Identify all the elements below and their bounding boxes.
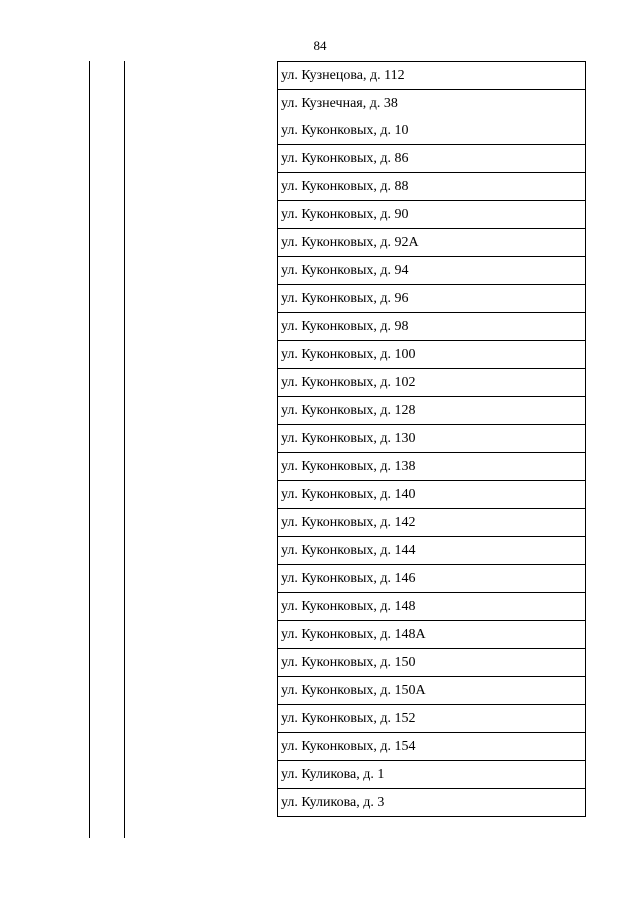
address-cell: ул. Куконковых, д. 148 (278, 593, 586, 621)
address-cell: ул. Куконковых, д. 94 (278, 257, 586, 285)
table-row (278, 677, 586, 705)
table-row (278, 90, 586, 118)
table-row (278, 649, 586, 677)
table-column-divider (124, 61, 125, 838)
table-row (278, 565, 586, 593)
address-cell: ул. Куконковых, д. 146 (278, 565, 586, 593)
address-cell: ул. Куконковых, д. 148А (278, 621, 586, 649)
address-cell: ул. Куконковых, д. 144 (278, 537, 586, 565)
table-row (278, 397, 586, 425)
table-border-left (89, 61, 90, 838)
address-cell: ул. Куконковых, д. 140 (278, 481, 586, 509)
address-cell: ул. Куконковых, д. 10 (278, 117, 586, 145)
table-row (278, 285, 586, 313)
address-cell: ул. Куликова, д. 3 (278, 789, 586, 817)
table-row (278, 733, 586, 761)
address-table (277, 61, 586, 817)
table-row (278, 117, 586, 145)
table-row (278, 593, 586, 621)
table-row (278, 201, 586, 229)
address-cell: ул. Куконковых, д. 92А (278, 229, 586, 257)
table-row (278, 173, 586, 201)
address-cell: ул. Куконковых, д. 90 (278, 201, 586, 229)
address-rows (278, 62, 586, 817)
table-row (278, 145, 586, 173)
table-row (278, 705, 586, 733)
table-row (278, 509, 586, 537)
table-row (278, 621, 586, 649)
address-cell: ул. Кузнецова, д. 112 (278, 62, 586, 90)
address-cell: ул. Кузнечная, д. 38 (278, 90, 586, 118)
address-cell: ул. Куконковых, д. 102 (278, 369, 586, 397)
address-cell: ул. Куконковых, д. 150 (278, 649, 586, 677)
table-row (278, 481, 586, 509)
table-row (278, 229, 586, 257)
address-cell: ул. Куконковых, д. 152 (278, 705, 586, 733)
address-cell: ул. Куконковых, д. 88 (278, 173, 586, 201)
table-row (278, 537, 586, 565)
address-cell: ул. Куконковых, д. 100 (278, 341, 586, 369)
table-row (278, 369, 586, 397)
address-cell: ул. Куликова, д. 1 (278, 761, 586, 789)
table-row (278, 313, 586, 341)
table-row (278, 257, 586, 285)
address-cell: ул. Куконковых, д. 154 (278, 733, 586, 761)
address-cell: ул. Куконковых, д. 98 (278, 313, 586, 341)
address-cell: ул. Куконковых, д. 142 (278, 509, 586, 537)
address-cell: ул. Куконковых, д. 96 (278, 285, 586, 313)
address-cell: ул. Куконковых, д. 150А (278, 677, 586, 705)
address-cell: ул. Куконковых, д. 128 (278, 397, 586, 425)
table-row (278, 341, 586, 369)
table-row (278, 789, 586, 817)
page-number: 84 (313, 38, 327, 53)
table-row (278, 62, 586, 90)
table-row (278, 453, 586, 481)
address-cell: ул. Куконковых, д. 130 (278, 425, 586, 453)
address-cell: ул. Куконковых, д. 138 (278, 453, 586, 481)
table-row (278, 425, 586, 453)
address-cell: ул. Куконковых, д. 86 (278, 145, 586, 173)
table-row (278, 761, 586, 789)
